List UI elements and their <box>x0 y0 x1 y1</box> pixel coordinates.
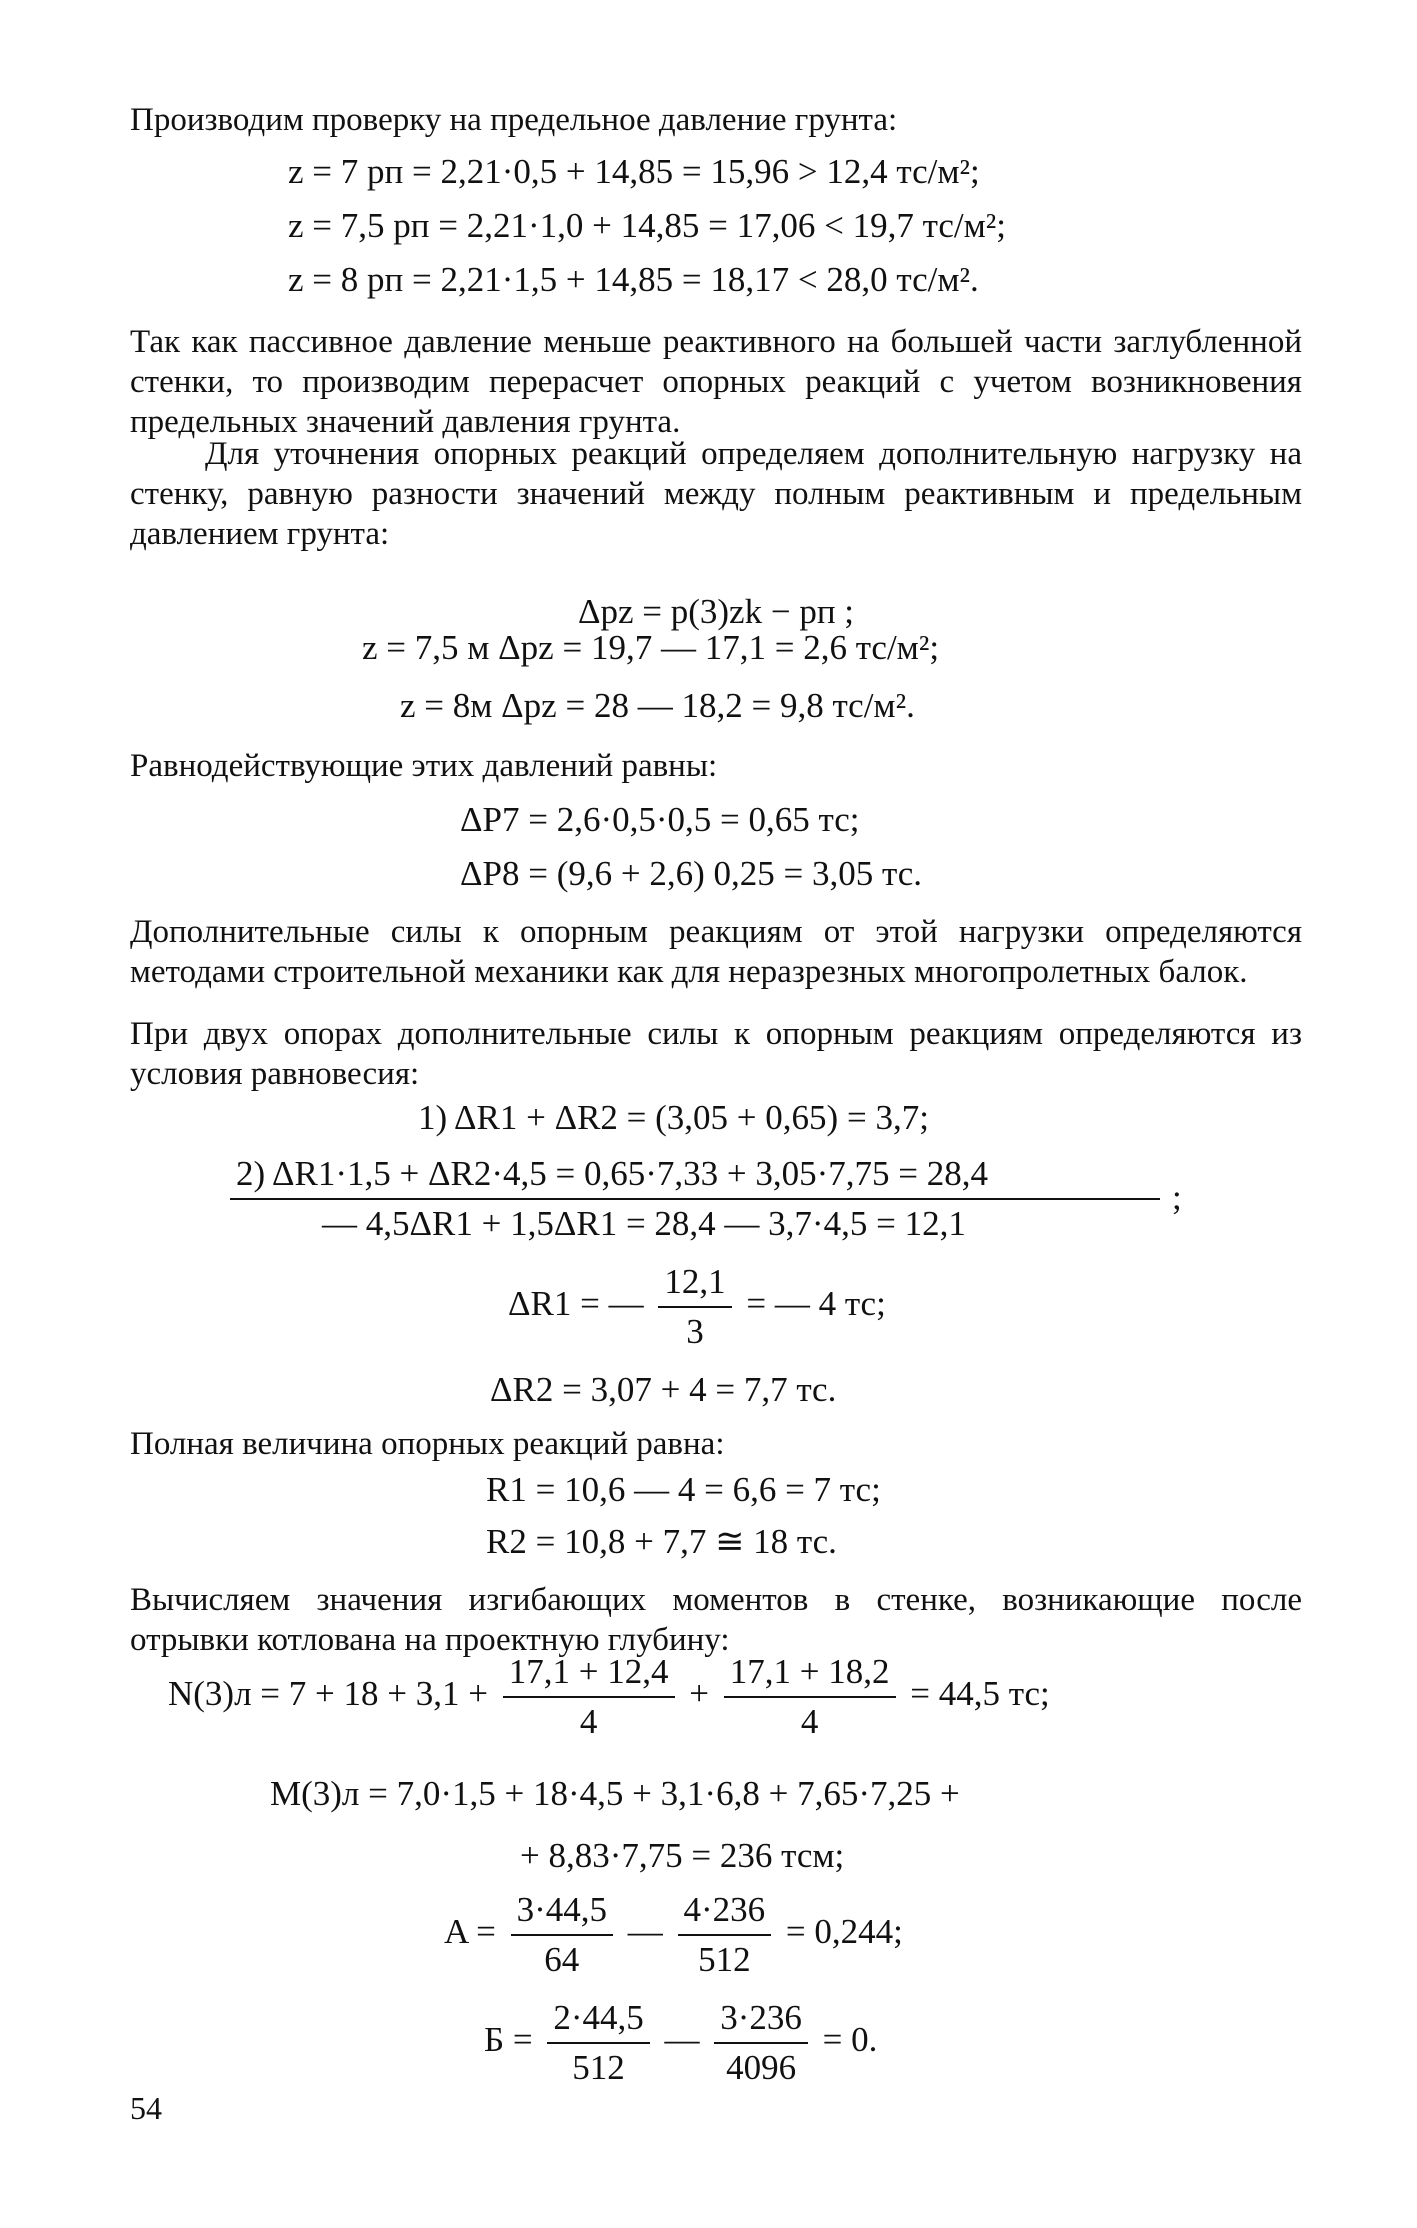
equation-z75: z = 7,5 pп = 2,21·1,0 + 14,85 = 17,06 < 19,7 тс/м²; <box>288 206 1006 245</box>
equation-delta-p: Δpz = p(3)zk − pп ; <box>577 592 855 631</box>
delta-R1-fraction <box>658 1262 731 1352</box>
system-equation-3: — 4,5ΔR1 + 1,5ΔR1 = 28,4 — 3,7·4,5 = 12,1 <box>322 1204 966 1243</box>
N-fraction-2 <box>724 1652 896 1742</box>
A-fraction-1-numerator: 3·44,5 <box>511 1890 613 1936</box>
N-lhs: N(3)л = 7 + 18 + 3,1 + <box>168 1674 489 1714</box>
A-fraction-2-numerator: 4·236 <box>678 1890 772 1936</box>
A-rhs: = 0,244; <box>785 1912 903 1952</box>
B-fraction-1-denominator: 512 <box>572 2048 625 2087</box>
page-number: 54 <box>130 2090 162 2126</box>
paragraph-additional-load: Для уточнения опорных реакций определяем дополнительную нагрузку на стенку, равную разности значений между полным реактивным и предельным давлением грунта: <box>130 436 1302 552</box>
system-equation-2: 2) ΔR1·1,5 + ΔR2·4,5 = 0,65·7,33 + 3,05·7,75 = 28,4 <box>236 1154 989 1193</box>
equation-full-R1: R1 = 10,6 — 4 = 6,6 = 7 тс; <box>486 1470 881 1509</box>
equation-delta-P8: ΔP8 = (9,6 + 2,6) 0,25 = 3,05 тс. <box>460 854 923 893</box>
delta-R1-denominator: 3 <box>686 1312 704 1351</box>
A-minus: — <box>627 1912 663 1952</box>
equation-M-line-1: M(3)л = 7,0·1,5 + 18·4,5 + 3,1·6,8 + 7,65·7,25 + <box>270 1774 960 1813</box>
A-lhs: A = <box>444 1912 496 1952</box>
B-fraction-2 <box>714 1998 808 2088</box>
equation-M-line-2: + 8,83·7,75 = 236 тсм; <box>520 1836 845 1875</box>
B-lhs: Б = <box>484 2020 533 2060</box>
equation-A <box>444 1890 903 1980</box>
delta-R1-numerator: 12,1 <box>658 1262 731 1308</box>
equation-N <box>168 1652 1050 1742</box>
system-semicolon: ; <box>1172 1178 1182 1217</box>
N-fraction-2-numerator: 17,1 + 18,2 <box>724 1652 896 1698</box>
B-fraction-2-denominator: 4096 <box>726 2048 797 2087</box>
paragraph-resultants: Равнодействующие этих давлений равны: <box>130 748 718 784</box>
A-fraction-2-denominator: 512 <box>698 1940 751 1979</box>
equation-full-R2: R2 = 10,8 + 7,7 ≅ 18 тс. <box>486 1522 837 1561</box>
N-rhs: = 44,5 тс; <box>910 1674 1050 1714</box>
paragraph-additional-forces: Дополнительные силы к опорным реакциям от этой нагрузки определяются методами строительной механики как для неразрезных многопролетных балок. <box>130 914 1302 990</box>
B-minus: — <box>664 2020 700 2060</box>
equation-delta-p-75: z = 7,5 м Δpz = 19,7 — 17,1 = 2,6 тс/м²; <box>362 628 940 667</box>
equation-delta-R1 <box>508 1262 886 1352</box>
paragraph-passive-pressure: Так как пассивное давление меньше реактивного на большей части заглубленной стенки, то производим перерасчет опорных реакций с учетом возникновения предельных значений давления грунта. <box>130 324 1302 440</box>
paragraph-full-reactions: Полная величина опорных реакций равна: <box>130 1426 725 1462</box>
N-plus: + <box>689 1674 710 1714</box>
N-fraction-1-numerator: 17,1 + 12,4 <box>503 1652 675 1698</box>
A-fraction-2 <box>678 1890 772 1980</box>
N-fraction-1-denominator: 4 <box>579 1702 598 1741</box>
delta-R1-lhs: ΔR1 = — <box>508 1284 644 1324</box>
equation-delta-P7: ΔP7 = 2,6·0,5·0,5 = 0,65 тс; <box>460 800 860 839</box>
B-fraction-2-numerator: 3·236 <box>714 1998 808 2044</box>
paragraph-intro: Производим проверку на предельное давление грунта: <box>130 102 898 138</box>
equation-z7: z = 7 pп = 2,21·0,5 + 14,85 = 15,96 > 12,4 тс/м²; <box>288 152 980 191</box>
delta-R1-rhs: = — 4 тс; <box>746 1284 886 1324</box>
equation-delta-p-8: z = 8м Δpz = 28 — 18,2 = 9,8 тс/м². <box>400 686 915 725</box>
equation-z8: z = 8 pп = 2,21·1,5 + 14,85 = 18,17 < 28,0 тс/м². <box>288 260 979 299</box>
N-fraction-2-denominator: 4 <box>800 1702 819 1741</box>
A-fraction-1-denominator: 64 <box>544 1940 580 1979</box>
B-fraction-1 <box>547 1998 649 2088</box>
system-rule <box>230 1198 1160 1200</box>
paragraph-two-supports: При двух опорах дополнительные силы к опорным реакциям определяются из условия равновесия: <box>130 1016 1302 1092</box>
A-fraction-1 <box>511 1890 613 1980</box>
paragraph-bending-moments: Вычисляем значения изгибающих моментов в стенке, возникающие после отрывки котлована на проектную глубину: <box>130 1582 1302 1658</box>
equation-B <box>484 1998 877 2088</box>
N-fraction-1 <box>503 1652 675 1742</box>
system-equation-1: 1) ΔR1 + ΔR2 = (3,05 + 0,65) = 3,7; <box>418 1098 929 1137</box>
B-fraction-1-numerator: 2·44,5 <box>547 1998 649 2044</box>
B-rhs: = 0. <box>822 2020 878 2060</box>
equation-delta-R2: ΔR2 = 3,07 + 4 = 7,7 тс. <box>490 1370 837 1409</box>
